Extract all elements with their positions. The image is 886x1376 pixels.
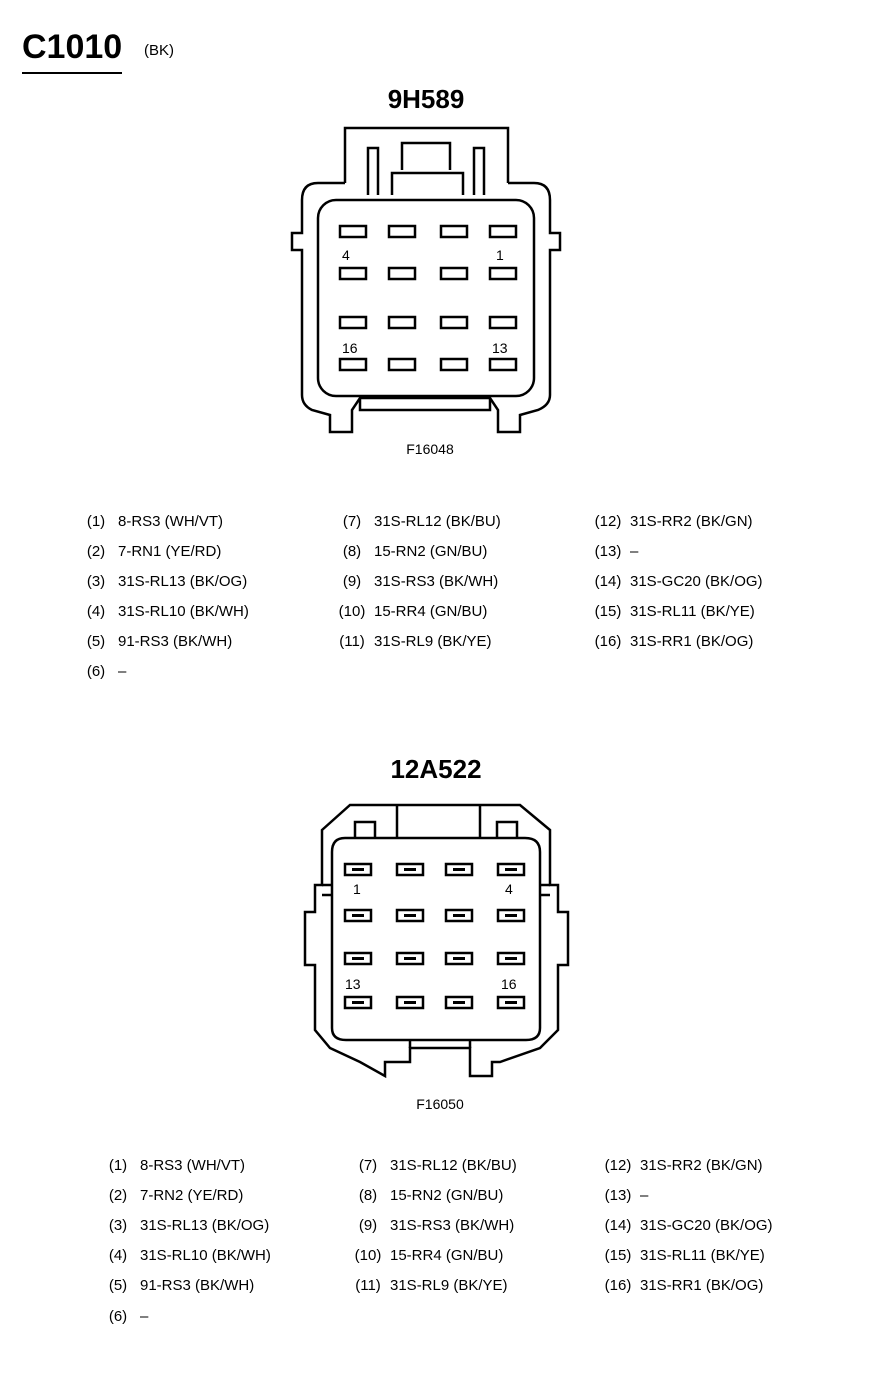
connector-code: C1010 (22, 28, 123, 66)
pin-row: (16) 31S-RR1 (BK/OG) (594, 633, 754, 650)
pin-row: (15) 31S-RL11 (BK/YE) (594, 603, 755, 620)
connector-1-title: 9H589 (387, 84, 465, 114)
pin-row: (7) 31S-RL12 (BK/BU) (358, 1157, 517, 1174)
pin-row: (3) 31S-RL13 (BK/OG) (86, 573, 248, 590)
pin-row: (13) – (604, 1187, 649, 1204)
pin-row: (7) 31S-RL12 (BK/BU) (342, 513, 501, 530)
connector-2-title: 12A522 (390, 754, 482, 784)
pin-row: (5) 91-RS3 (BK/WH) (108, 1277, 255, 1294)
pin-row: (11) 31S-RL9 (BK/YE) (339, 633, 492, 650)
pin-row: (10) 15-RR4 (GN/BU) (338, 603, 488, 620)
connector-1-figure-id: F16048 (406, 441, 454, 457)
pin-row: (12) 31S-RR2 (BK/GN) (604, 1157, 763, 1174)
pin-row: (14) 31S-GC20 (BK/OG) (604, 1217, 773, 1234)
pin-row: (8) 15-RN2 (GN/BU) (342, 543, 488, 560)
pin-row: (4) 31S-RL10 (BK/WH) (86, 603, 249, 620)
pin-row: (6) – (108, 1308, 149, 1325)
connector-1-pin-label-16: 16 (342, 340, 358, 356)
pin-row: (14) 31S-GC20 (BK/OG) (594, 573, 763, 590)
pin-row: (11) 31S-RL9 (BK/YE) (355, 1277, 508, 1294)
connector-1-pin-label-4: 4 (342, 247, 350, 263)
pin-row: (1) 8-RS3 (WH/VT) (108, 1157, 245, 1174)
pin-row: (13) – (594, 543, 639, 560)
pin-row: (5) 91-RS3 (BK/WH) (86, 633, 233, 650)
connector-2-pin-label-4: 4 (505, 881, 513, 897)
pin-row: (12) 31S-RR2 (BK/GN) (594, 513, 753, 530)
connector-color: (BK) (144, 42, 174, 59)
connector-1-pin-label-13: 13 (492, 340, 508, 356)
pin-row: (8) 15-RN2 (GN/BU) (358, 1187, 504, 1204)
pin-row: (4) 31S-RL10 (BK/WH) (108, 1247, 271, 1264)
pin-row: (9) 31S-RS3 (BK/WH) (358, 1217, 515, 1234)
connector-2-pin-label-16: 16 (501, 976, 517, 992)
pin-row: (15) 31S-RL11 (BK/YE) (604, 1247, 765, 1264)
pin-row: (16) 31S-RR1 (BK/OG) (604, 1277, 764, 1294)
pin-row: (2) 7-RN2 (YE/RD) (108, 1187, 244, 1204)
pin-row: (6) – (86, 663, 127, 680)
connector-2-pin-label-1: 1 (353, 881, 361, 897)
connector-2-figure-id: F16050 (416, 1096, 464, 1112)
pin-row: (3) 31S-RL13 (BK/OG) (108, 1217, 270, 1234)
connector-1-pin-label-1: 1 (496, 247, 504, 263)
pin-row: (10) 15-RR4 (GN/BU) (354, 1247, 504, 1264)
connector-2-pin-label-13: 13 (345, 976, 361, 992)
pin-row: (9) 31S-RS3 (BK/WH) (342, 573, 499, 590)
pin-row: (1) 8-RS3 (WH/VT) (86, 513, 223, 530)
pin-row: (2) 7-RN1 (YE/RD) (86, 543, 222, 560)
